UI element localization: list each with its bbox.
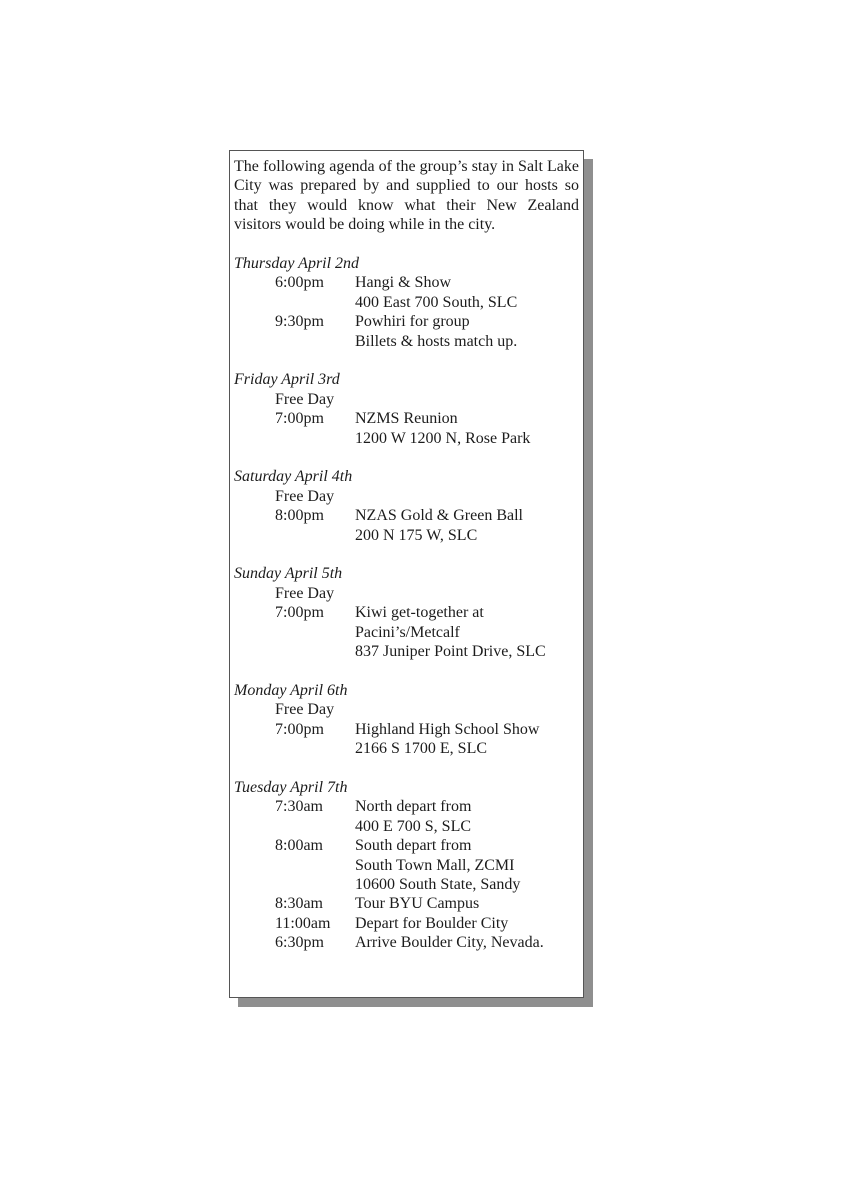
day-section — [234, 564, 579, 661]
event-description-line: 400 East 700 South, SLC — [355, 293, 518, 311]
event-time: 7:00pm — [275, 720, 324, 738]
event-description-line: 1200 W 1200 N, Rose Park — [355, 429, 531, 447]
event-description-line: Tour BYU Campus — [355, 895, 480, 913]
intro-paragraph: The following agenda of the group’s stay in Salt Lake City was prepared by and supplied to our hosts so that they would know what their New Zealand visitors would be doing while in the city. — [234, 158, 579, 234]
event-description-line: Kiwi get-together at — [355, 604, 484, 622]
event-time: 7:00pm — [275, 410, 324, 428]
event-description — [355, 409, 579, 448]
event-description — [355, 720, 579, 759]
free-day-note: Free Day — [275, 701, 335, 719]
event-row — [234, 933, 579, 952]
event-row — [234, 797, 579, 836]
day-title: Friday April 3rd — [234, 371, 340, 389]
event-description — [355, 273, 579, 312]
event-description — [355, 933, 579, 952]
event-row — [234, 720, 579, 759]
event-row — [234, 273, 579, 312]
day-section — [234, 778, 579, 953]
event-description-line: Arrive Boulder City, Nevada. — [355, 934, 544, 952]
event-row — [234, 914, 579, 933]
event-description-line: South Town Mall, ZCMI — [355, 856, 515, 874]
event-description-line: 2166 S 1700 E, SLC — [355, 740, 488, 758]
event-description-line: Highland High School Show — [355, 720, 540, 738]
event-description-line: Powhiri for group — [355, 313, 470, 331]
event-description-line: 837 Juniper Point Drive, SLC — [355, 643, 546, 661]
event-time: 9:30pm — [275, 313, 324, 331]
event-description — [355, 836, 579, 894]
event-row — [234, 312, 579, 351]
event-description-line: 200 N 175 W, SLC — [355, 526, 478, 544]
event-description-line: 10600 South State, Sandy — [355, 875, 521, 893]
agenda-box — [229, 150, 584, 998]
day-title: Monday April 6th — [234, 681, 348, 699]
event-time: 6:00pm — [275, 274, 324, 292]
day-section — [234, 254, 579, 351]
event-description — [355, 894, 579, 913]
event-row — [234, 409, 579, 448]
day-section — [234, 370, 579, 448]
event-time: 11:00am — [275, 914, 331, 932]
free-day-note: Free Day — [275, 584, 335, 602]
day-section — [234, 467, 579, 545]
event-description-line: 400 E 700 S, SLC — [355, 817, 472, 835]
event-time: 7:30am — [275, 798, 323, 816]
agenda-days — [234, 254, 579, 953]
event-time: 8:00pm — [275, 507, 324, 525]
event-time: 7:00pm — [275, 604, 324, 622]
event-description-line: Hangi & Show — [355, 274, 451, 292]
event-description — [355, 797, 579, 836]
event-description-line: North depart from — [355, 798, 472, 816]
event-time: 8:30am — [275, 895, 323, 913]
day-title: Sunday April 5th — [234, 565, 343, 583]
event-description-line: Pacini’s/Metcalf — [355, 623, 460, 641]
day-title: Thursday April 2nd — [234, 255, 360, 273]
event-description-line: NZMS Reunion — [355, 410, 458, 428]
event-description-line: Depart for Boulder City — [355, 914, 509, 932]
free-day-note: Free Day — [275, 487, 335, 505]
event-description — [355, 312, 579, 351]
day-title: Saturday April 4th — [234, 468, 353, 486]
event-description-line: South depart from — [355, 837, 472, 855]
event-row — [234, 506, 579, 545]
event-time: 8:00am — [275, 837, 323, 855]
event-description — [355, 506, 579, 545]
event-description — [355, 603, 579, 661]
event-row — [234, 836, 579, 894]
free-day-note: Free Day — [275, 390, 335, 408]
event-description — [355, 914, 579, 933]
event-description-line: NZAS Gold & Green Ball — [355, 507, 523, 525]
event-row — [234, 894, 579, 913]
event-description-line: Billets & hosts match up. — [355, 332, 518, 350]
event-row — [234, 603, 579, 661]
day-section — [234, 681, 579, 759]
event-time: 6:30pm — [275, 934, 324, 952]
day-title: Tuesday April 7th — [234, 778, 348, 796]
